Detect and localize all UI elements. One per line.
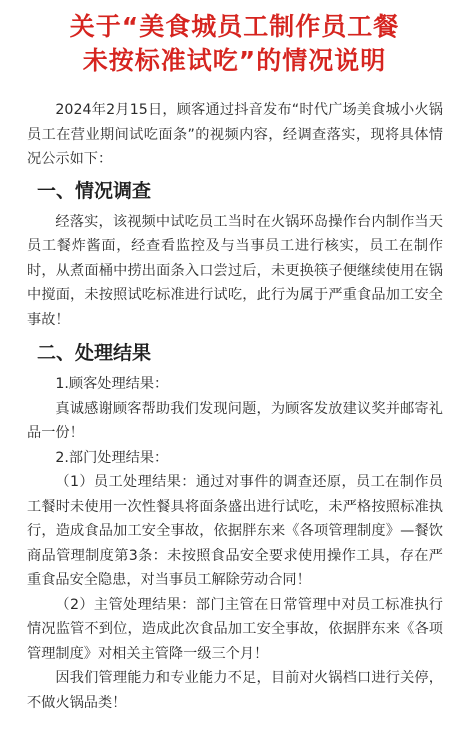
intro-paragraph: 2024年2月15日，顾客通过抖音发布“时代广场美食城小火锅员工在营业期间试吃面条”的视频内容，经调查落实，现将具体情况公示如下：: [27, 102, 443, 167]
title-line-2: 未按标准试吃”的情况说明: [82, 46, 387, 75]
notice-title: [0, 0, 469, 78]
section1-heading: 一、情况调查: [37, 179, 152, 202]
section2-heading: 二、处理结果: [37, 342, 152, 364]
dept-result-label: 2.部门处理结果：: [55, 449, 169, 466]
employee-result-paragraph: （1）员工处理结果：通过对事件的调查还原，员工在制作员工餐时未使用一次性餐具将面条盛出进行试吃，未严格按照标准执行，造成食品加工安全事故，依据胖东来《各项管理制度》—餐饮商品管理制度第3条：未按照食品安全要求使用操作工具，存在严重食品安全隐患，对当事员工解除劳动合同！: [27, 474, 443, 588]
closing-paragraph: 因我们管理能力和专业能力不足，目前对火锅档口进行关停，不做火锅品类！: [27, 670, 443, 711]
customer-result-label: 1.顾客处理结果：: [55, 376, 169, 392]
supervisor-result-paragraph: （2）主管处理结果：部门主管在日常管理中对员工标准执行情况监管不到位，造成此次食品加工安全事故，依据胖东来《各项管理制度》对相关主管降一级三个月！: [27, 596, 443, 662]
section1-paragraph: 经落实，该视频中试吃员工当时在火锅环岛操作台内制作当天员工餐炸酱面，经查看监控及与当事员工进行核实，员工在制作时，从煮面桶中捞出面条入口尝过后，未更换筷子便继续使用在锅中搅面，未按照试吃标准进行试吃，此行为属于严重食品加工安全事故！: [27, 213, 443, 328]
notice-body: [0, 78, 469, 715]
title-line-1: 关于“美食城员工制作员工餐: [69, 12, 400, 41]
customer-result-paragraph: 真诚感谢顾客帮助我们发现问题，为顾客发放建议奖并邮寄礼品一份！: [27, 400, 443, 441]
